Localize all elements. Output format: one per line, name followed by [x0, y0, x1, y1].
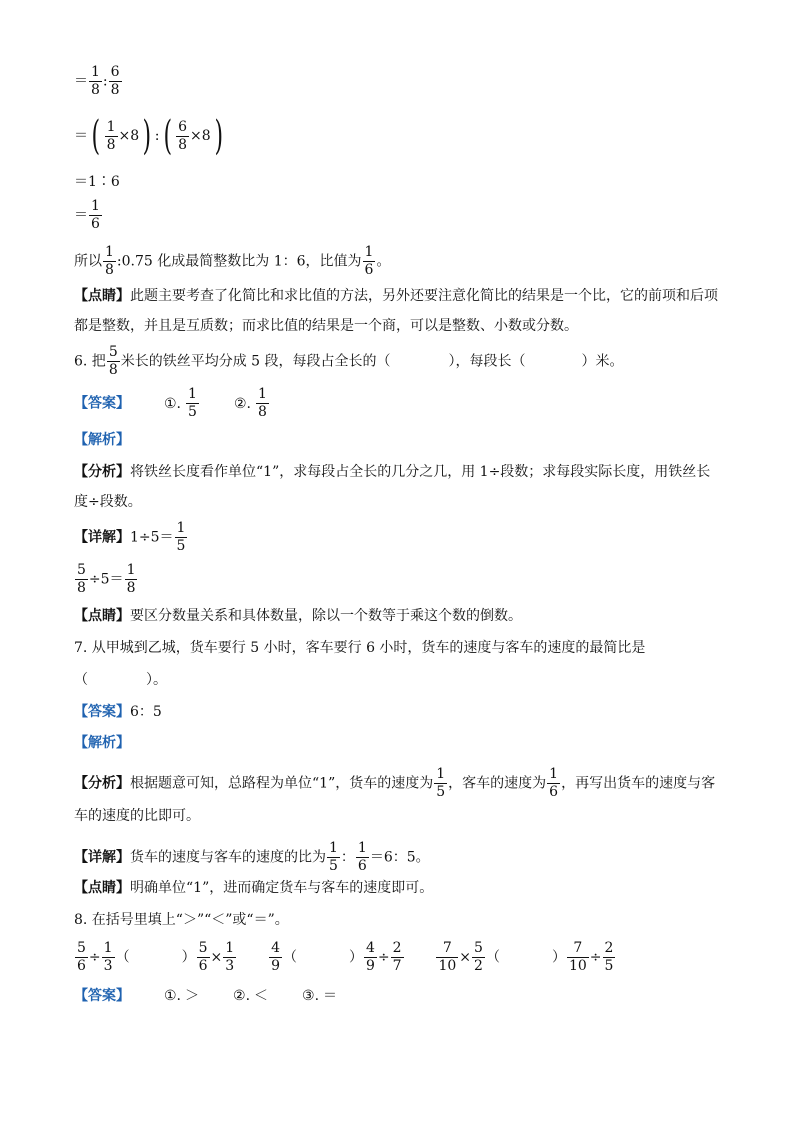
- step-line-2: [74, 113, 226, 159]
- answer-index: ②.: [233, 988, 251, 1004]
- denominator: 6: [77, 958, 86, 974]
- fraction: [327, 840, 340, 875]
- denominator: 6: [364, 262, 374, 278]
- answer-value: ＝: [323, 988, 338, 1004]
- text: 所以: [74, 253, 102, 270]
- answer-tag: 【答案】: [74, 395, 130, 412]
- text: （: [115, 949, 130, 966]
- numerator: 6: [178, 118, 188, 135]
- q7-xiangjie: [74, 840, 430, 875]
- denominator: 10: [438, 958, 457, 974]
- fraction: [107, 344, 120, 379]
- fraction: [256, 386, 269, 421]
- numerator: 6: [110, 64, 120, 80]
- left-paren: (: [163, 113, 172, 159]
- xiangjie-tag: 【详解】: [74, 849, 130, 866]
- equals-sign: ＝: [74, 207, 88, 224]
- fraction: [269, 940, 282, 975]
- q6-dianjing: [74, 606, 522, 626]
- denominator: 8: [106, 136, 116, 153]
- dianjing-tag: 【点睛】: [74, 880, 130, 896]
- xiangjie-tag: 【详解】: [74, 529, 130, 546]
- question-7-line-2: [74, 670, 167, 690]
- numerator: 2: [392, 940, 402, 956]
- denominator: 6: [91, 216, 100, 232]
- operator: ×: [459, 949, 472, 966]
- q7-jiexi: 【解析】: [74, 735, 130, 751]
- fraction: [603, 940, 616, 975]
- fraction: [472, 940, 485, 975]
- denominator: 8: [91, 82, 100, 98]
- q6-fenxi-2: 度÷段数。: [74, 494, 142, 510]
- text: ）: [348, 949, 363, 966]
- fraction: [186, 386, 199, 421]
- q8-answer: [74, 986, 337, 1006]
- q6-xiangjie-2: [74, 562, 138, 597]
- dianjing-line-1: [74, 286, 718, 306]
- text: ，客车的速度为: [448, 775, 547, 792]
- operator: ÷: [589, 949, 602, 966]
- fraction: [567, 940, 589, 975]
- text: ）: [181, 949, 196, 966]
- q7-fenxi-2: 车的速度的比即可。: [74, 808, 200, 824]
- numerator: 5: [108, 344, 118, 360]
- dianjing-line-2: 都是整数，并且是互质数；而求比值的结果是一个商，可以是整数、小数或分数。: [74, 318, 578, 334]
- answer-index: ①.: [164, 395, 182, 412]
- text: ：: [340, 849, 355, 866]
- text: 6. 把: [74, 353, 106, 370]
- times-eight: ×8: [190, 128, 211, 144]
- answer-index: ③.: [302, 988, 320, 1004]
- numerator: 7: [567, 940, 589, 958]
- fraction: [102, 940, 115, 975]
- colon: :: [154, 128, 160, 144]
- numerator: 1: [103, 940, 113, 956]
- text: ）米。: [581, 353, 624, 370]
- numerator: 1: [188, 386, 197, 402]
- denominator: 9: [271, 958, 280, 974]
- operator: ÷: [377, 949, 390, 966]
- step-line-4: [74, 198, 103, 233]
- denominator: 8: [126, 580, 136, 596]
- numerator: 1: [91, 198, 100, 214]
- left-paren: (: [91, 113, 101, 159]
- numerator: 1: [364, 244, 374, 260]
- denominator: 8: [108, 362, 118, 378]
- fraction: [223, 940, 236, 975]
- numerator: 1: [257, 386, 267, 402]
- fraction: [356, 840, 369, 875]
- denominator: 3: [103, 958, 113, 974]
- numerator: 1: [357, 840, 367, 856]
- fraction: [89, 198, 102, 233]
- fraction: [436, 940, 458, 975]
- step-line-1: [74, 64, 123, 99]
- numerator: 5: [198, 940, 208, 956]
- dianjing-tag: 【点睛】: [74, 608, 130, 624]
- fraction: [434, 766, 447, 801]
- text: 将铁丝长度看作单位“1”，求每段占全长的几分之几，用 1÷段数；求每段实际长度，用铁丝长: [130, 464, 711, 480]
- text: 根据题意可知，总路程为单位“1”，货车的速度为: [130, 775, 434, 792]
- fraction: [75, 940, 88, 975]
- numerator: 5: [77, 940, 86, 956]
- q7-dianjing: [74, 878, 433, 898]
- denominator: 6: [357, 858, 367, 874]
- denominator: 8: [110, 82, 120, 98]
- q8-expressions: [74, 940, 616, 975]
- denominator: 6: [198, 958, 208, 974]
- text: （: [74, 672, 88, 688]
- question-8: 8. 在括号里填上“＞”“＜”或“＝”。: [74, 912, 289, 928]
- fraction: [109, 64, 122, 99]
- fraction: [75, 562, 88, 597]
- q6-fenxi-1: [74, 462, 710, 482]
- text: ＝6：5。: [369, 849, 430, 866]
- text: 1÷5＝: [130, 529, 174, 546]
- fraction: [364, 940, 377, 975]
- numerator: 7: [436, 940, 458, 958]
- fraction: [391, 940, 404, 975]
- answer-index: ①.: [164, 988, 182, 1004]
- q6-answer: [74, 386, 270, 421]
- numerator: 1: [126, 562, 136, 578]
- denominator: 8: [178, 136, 188, 153]
- fraction: [547, 766, 560, 801]
- fraction: [176, 119, 189, 154]
- answer-value: 6：5: [130, 704, 162, 720]
- denominator: 5: [604, 958, 614, 974]
- colon: :: [102, 73, 108, 90]
- fenxi-tag: 【分析】: [74, 464, 130, 480]
- q7-fenxi-1: [74, 766, 715, 801]
- numerator: 4: [365, 940, 375, 956]
- fraction: [175, 520, 188, 555]
- numerator: 1: [436, 766, 446, 782]
- fraction: [363, 244, 376, 279]
- fraction: [197, 940, 210, 975]
- numerator: 1: [91, 64, 100, 80]
- text: 要区分数量关系和具体数量，除以一个数等于乘这个数的倒数。: [130, 608, 522, 624]
- numerator: 1: [176, 520, 186, 536]
- numerator: 4: [271, 940, 280, 956]
- text: 此题主要考查了化简比和求比值的方法，另外还要注意化简比的结果是一个比，它的前项和后项: [130, 288, 718, 304]
- denominator: 8: [77, 580, 86, 596]
- conclusion-line: [74, 244, 390, 279]
- numerator: 5: [474, 940, 483, 956]
- q6-xiangjie-1: [74, 520, 188, 555]
- denominator: 5: [329, 858, 338, 874]
- denominator: 10: [568, 958, 587, 974]
- answer-value: ＞: [185, 988, 200, 1004]
- numerator: 1: [105, 244, 114, 260]
- denominator: 9: [365, 958, 375, 974]
- numerator: 1: [329, 840, 338, 856]
- fraction: [125, 562, 138, 597]
- denominator: 3: [225, 958, 235, 974]
- numerator: 5: [77, 562, 86, 578]
- text: ）: [551, 949, 566, 966]
- denominator: 6: [549, 784, 559, 800]
- q6-jiexi: 【解析】: [74, 432, 130, 448]
- equals-sign: ＝: [74, 128, 88, 144]
- right-paren: ): [214, 113, 223, 159]
- operator: ×: [210, 949, 223, 966]
- denominator: 5: [436, 784, 446, 800]
- answer-tag: 【答案】: [74, 704, 130, 720]
- fraction: [103, 244, 116, 279]
- operator: ÷: [88, 949, 101, 966]
- equals-sign: ＝: [74, 73, 88, 90]
- text: 。: [376, 253, 391, 270]
- text: （: [282, 949, 297, 966]
- right-paren: ): [142, 113, 152, 159]
- text: ，再写出货车的速度与客: [561, 775, 716, 792]
- step-line-3: ＝1∶6: [74, 174, 120, 190]
- text: ）。: [146, 672, 167, 688]
- numerator: 1: [549, 766, 559, 782]
- denominator: 5: [188, 404, 197, 420]
- text: 货车的速度与客车的速度的比为: [130, 849, 326, 866]
- times-eight: ×8: [118, 128, 140, 144]
- denominator: 7: [392, 958, 402, 974]
- q7-answer: [74, 702, 162, 722]
- text: :0.75 化成最简整数比为 1：6，比值为: [116, 253, 362, 270]
- text: 明确单位“1”，进而确定货车与客车的速度即可。: [130, 880, 434, 896]
- denominator: 8: [257, 404, 267, 420]
- answer-tag: 【答案】: [74, 988, 130, 1004]
- text: ），每段长（: [448, 353, 526, 370]
- denominator: 5: [176, 538, 186, 554]
- question-7-line-1: 7. 从甲城到乙城，货车要行 5 小时，客车要行 6 小时，货车的速度与客车的速度的最简比是: [74, 640, 646, 656]
- text: （: [485, 949, 500, 966]
- answer-index: ②.: [233, 395, 251, 412]
- text: 米长的铁丝平均分成 5 段，每段占全长的（: [120, 353, 391, 370]
- denominator: 2: [474, 958, 483, 974]
- fraction: [89, 64, 102, 99]
- numerator: 1: [106, 118, 116, 135]
- numerator: 1: [225, 940, 235, 956]
- fraction: [105, 119, 118, 154]
- question-6: [74, 344, 624, 379]
- answer-value: ＜: [254, 988, 269, 1004]
- fenxi-tag: 【分析】: [74, 775, 130, 792]
- numerator: 2: [604, 940, 614, 956]
- dianjing-tag: 【点睛】: [74, 288, 130, 304]
- denominator: 8: [105, 262, 114, 278]
- text: ÷5＝: [88, 571, 124, 588]
